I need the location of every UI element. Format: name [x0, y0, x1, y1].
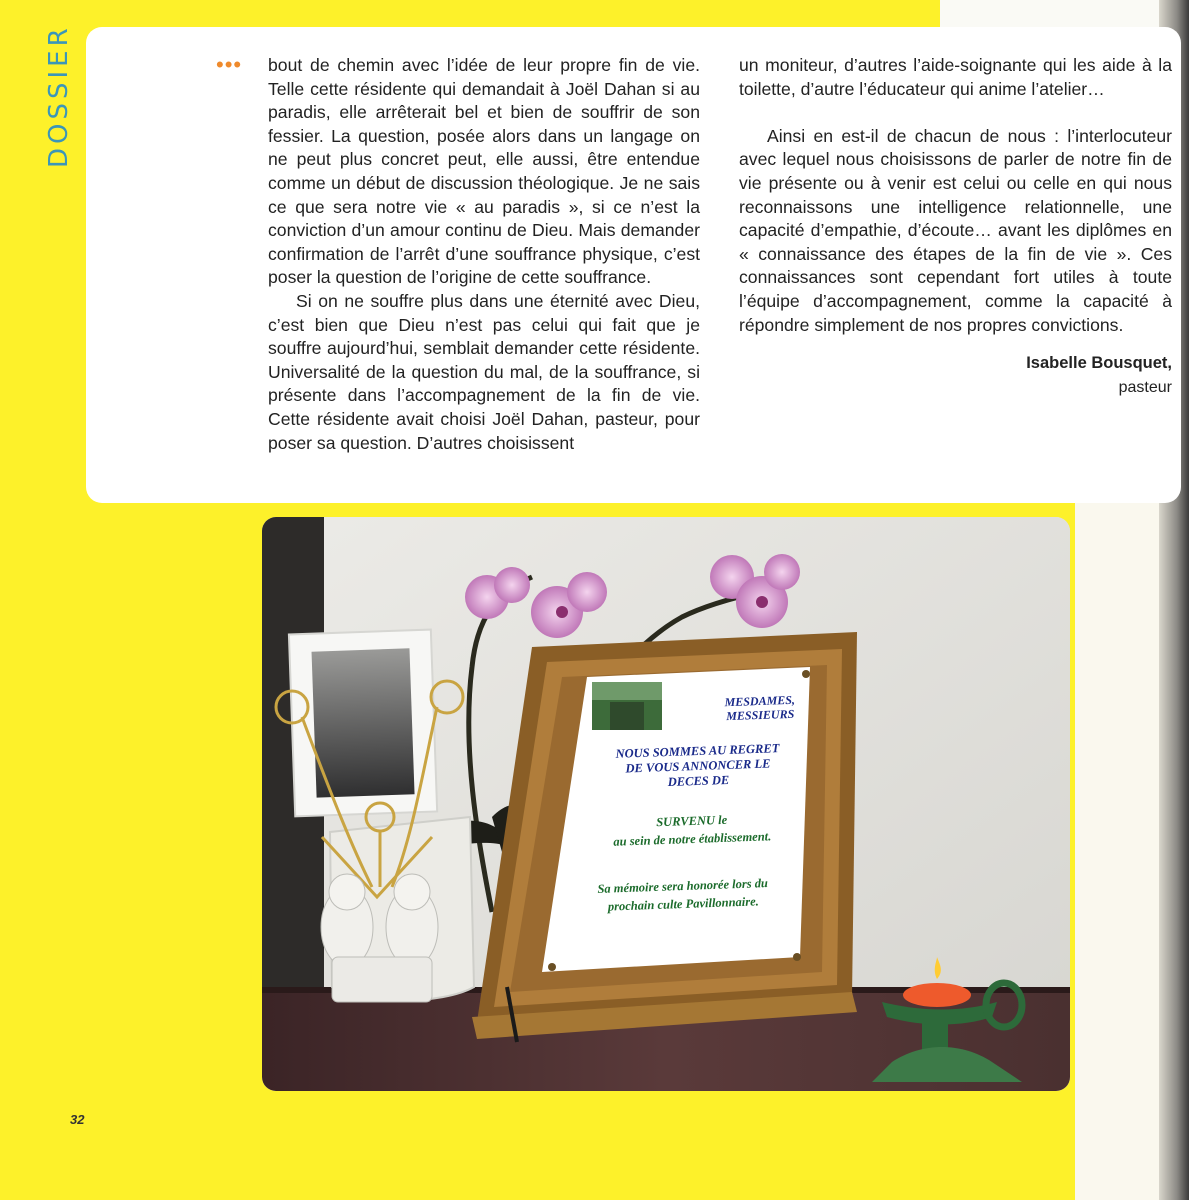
notice-line: MESDAMES, — [724, 692, 796, 710]
facing-page-edge — [1075, 500, 1160, 1200]
notice-line: au sein de notre établissement. — [613, 829, 772, 849]
yellow-top-tab — [0, 0, 940, 30]
page-top-strip — [940, 0, 1160, 30]
author-signature: Isabelle Bousquet, — [1026, 354, 1172, 373]
author-role: pasteur — [1118, 378, 1172, 396]
paragraph: un moniteur, d’autres l’aide-soignante qui les aide à la toilette, d’autre l’éducateur qui anime l’atelier… — [739, 55, 1172, 99]
paragraph: Ainsi en est-il de chacun de nous : l’interlocuteur avec lequel nous choisissons de parler de notre fin de vie présente ou à venir est celui ou celle en qui nous reconnaissons une intelligence relationnelle, une capacité d’empathie, d’écoute… avant les diplômes en « connaissance des étapes de la fin de vie ». Ces connaissances sont cependant fort utiles à toute l’équipe d’accompagnement, comme la capacité à répondre simplement de nos propres convictions. — [739, 125, 1172, 335]
small-picture-frame — [289, 630, 437, 817]
article-column-right — [739, 54, 1172, 399]
notice-line: Sa mémoire sera honorée lors du — [597, 876, 769, 896]
notice-line: NOUS SOMMES AU REGRET — [615, 741, 780, 761]
page-number: 32 — [70, 1112, 85, 1127]
paragraph: bout de chemin avec l’idée de leur propre fin de vie. Telle cette résidente qui demandait à Joël Dahan si au paradis, elle arrêterait bel et bien de souffrir de son fessier. La question, posée alors dans un langage on ne peut plus concret peut, elle aussi, être entendue comme un début de discussion théologique. Je ne sais ce que sera notre vie « au paradis », si ce n’est la conviction d’un amour continu de Dieu. Mais demander confirmation de l’arrêt d’une souffrance physique, c’est poser la question de l’origine de cette souffrance. — [268, 55, 700, 288]
paragraph: Si on ne souffre plus dans une éternité avec Dieu, c’est bien que Dieu n’est pas celui qui fait que je souffre aujourd’hui, semblait demander cette résidente. Universalité de la question du mal, de la souffrance, si présente dans l’accompagnement de la fin de vie. Cette résidente avait choisi Joël Dahan, pasteur, pour poser sa question. D’autres choisissent — [268, 290, 700, 453]
article-photo — [262, 517, 1070, 1091]
notice-line: DECES DE — [667, 772, 730, 790]
notice-line: MESSIEURS — [725, 706, 795, 724]
continuation-dots: ••• — [216, 52, 243, 77]
notice-line: prochain culte Pavillonnaire. — [607, 894, 760, 914]
notice-line: SURVENU le — [655, 812, 728, 830]
section-label: DOSSIER — [44, 24, 74, 168]
article-column-left — [268, 54, 700, 455]
notice-line: DE VOUS ANNONCER LE — [625, 756, 771, 776]
